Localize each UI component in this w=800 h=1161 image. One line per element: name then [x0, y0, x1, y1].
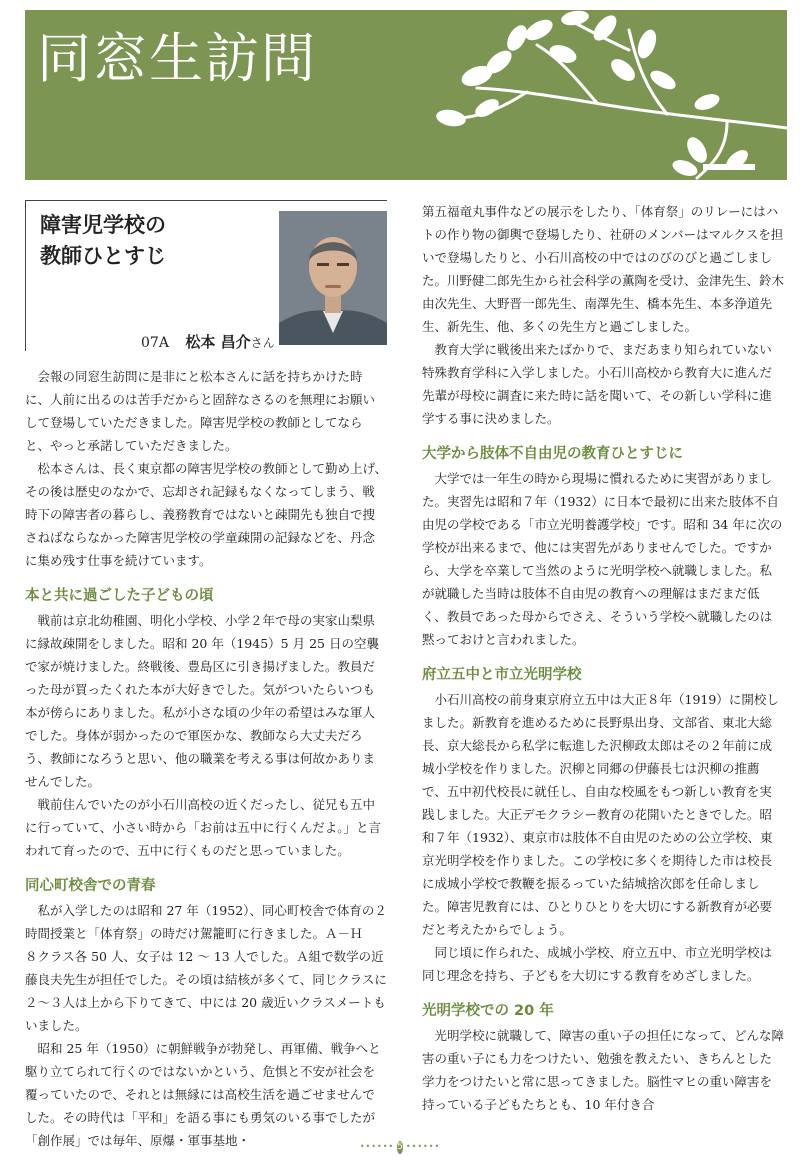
right-column	[422, 200, 784, 1116]
section-banner	[25, 10, 787, 180]
section-heading: 同心町校舎での青春	[25, 878, 156, 894]
article-header	[25, 200, 387, 351]
portrait-photo	[279, 211, 387, 345]
author-byline	[141, 331, 275, 352]
section-heading: 大学から肢体不自由児の教育ひとすじに	[422, 446, 683, 462]
author-class: 07A	[141, 335, 169, 351]
left-column	[25, 200, 387, 1152]
article-title	[40, 209, 166, 271]
page-number-dots-right: ••••••	[405, 1142, 441, 1151]
page-number-badge: 5	[397, 1141, 403, 1152]
section-heading: 本と共に過ごした子どもの頃	[25, 588, 214, 604]
section-heading: 光明学校での 20 年	[422, 1003, 554, 1019]
body-paragraph: 大学では一年生の時から現場に慣れるために実習がありました。実習先は昭和７年（1932）に日本で最初に出来た肢体不自由児の学校である「市立光明養護学校」です。昭和 34 年に次の学校が出来るまで、他には実習先がありませんでした。ですから、大学を卒業して当然のように光明学校へ就職しました。私が就職した当時は肢体不自由児の教育への理解はまだまだ低く、教員であった母からでさえ、そういう学校へ就職したのは黙っておけと言われました。	[422, 471, 783, 647]
section-heading: 府立五中と市立光明学校	[422, 667, 582, 683]
intro-paragraph: 会報の同窓生訪問に是非にと松本さんに話を持ちかけた時に、人前に出るのは苦手だからと固辞なさるのを無理にお願いして登場していただきました。障害児学校の教師としてならと、やっと承諾していただきました。	[25, 369, 376, 453]
body-paragraph: 教育大学に戦後出来たばかりで、まだあまり知られていない特殊教育学科に入学しました。小石川高校から教育大に進んだ先輩が母校に調査に来た時に話を聞いて、その新しい学科に進学する事に決めました。	[422, 342, 773, 426]
leaf-branch-illustration	[367, 10, 787, 180]
banner-accent-bar	[703, 164, 755, 170]
body-paragraph-continued: 第五福竜丸事件などの展示をしたり、「体育祭」のリレーにはハトの作り物の御輿で登場したり、社研のメンバーはマルクスを担いで登場したりと、小石川高校の中ではのびのびと過ごしました。川野健二郎先生から社会科学の薫陶を受け、金津先生、鈴木由次先生、大野晋一郎先生、南澤先生、橋本先生、本多浄道先生、新先生、他、多くの先生方と過ごしました。	[422, 204, 785, 334]
author-name: 松本 昌介	[185, 333, 251, 351]
page-number	[359, 1140, 441, 1154]
body-paragraph: 昭和 25 年（1950）に朝鮮戦争が勃発し、再軍備、戦争へと駆り立てられて行くのではないかという、危惧と不安が社会を覆っていたので、それとは無縁には高校生活を過ごせませんでした。その時代は「平和」を語る事にも勇気のいる事でしたが「創作展」では毎年、原爆・軍事基地・	[25, 1041, 381, 1148]
body-paragraph: 戦前住んでいたのが小石川高校の近くだったし、従兄も五中に行っていて、小さい時から「お前は五中に行くんだよ。」と言われて育ったので、五中に行くものだと思っていました。	[25, 797, 382, 858]
intro-paragraph: 松本さんは、長く東京都の障害児学校の教師として勤め上げ、その後は歴史のなかで、忘却され記録もなくなってしまう、戦時下の障害者の暮らし、義務教育ではないと疎開先も独自で捜さねばならなかった障害児学校の学童疎開の記録などを、丹念に集め残す仕事を続けています。	[25, 461, 388, 568]
article-title-line1: 障害児学校の	[40, 212, 166, 237]
body-paragraph: 戦前は京北幼稚園、明化小学校、小学２年で母の実家山梨県に縁故疎開をしました。昭和 20 年（1945）5 月 25 日の空襲で家が焼けました。終戦後、豊島区に引き揚げました。教員だった母が買ったくれた本が大好きでした。気がついたらいつも本が傍らにありました。私が小さな頃の少年の希望はみな軍人でした。身体が弱かったので軍医かな、教師なら大丈夫だろう、教師になろうと思い、他の職業を考える事は何故かありませんでした。	[25, 613, 379, 789]
body-paragraph: 光明学校に就職して、障害の重い子の担任になって、どんな障害の重い子にも力をつけたい、勉強を教えたい、きちんとした学力をつけたいと常に思ってきました。脳性マヒの重い障害を持っている子どもたちとも、10 年付き合	[422, 1028, 785, 1112]
article-title-line2: 教師ひとすじ	[40, 243, 166, 268]
banner-title: 同窓生訪問	[37, 27, 317, 90]
body-paragraph: 小石川高校の前身東京府立五中は大正８年（1919）に開校しました。新教育を進めるために長野県出身、文部省、東北大総長、京大総長から私学に転進した沢柳政太郎はその２年前に成城小学校を作りました。沢柳と同郷の伊藤長七は沢柳の推薦で、五中初代校長に就任し、自由な校風をもつ新しい教育を実践しました。大正デモクラシー教育の花開いたときでした。昭和７年（1932）、東京市は肢体不自由児のための公立学校、東京光明学校を作りました。この学校に多くを期待した市は校長に成城小学校で教鞭を振るっていた結城捨次郎を任命しました。障害児教育には、ひとりひとりを大切にする新教育が必要だと考えたからでしょう。	[422, 692, 779, 937]
body-paragraph: 私が入学したのは昭和 27 年（1952）、同心町校舎で体育の２時間授業と「体育祭」の時だけ駕籠町に行きました。Ａ－Ｈ ８クラス各 50 人、女子は 12 ～ 13 人でした。Ａ組で数学の近藤良夫先生が担任でした。その頃は結核が多くて、同じクラスに２～３人は上から下りてきて、中には 20 歳近いクラスメートもいました。	[25, 903, 387, 1033]
author-honorific: さん	[250, 336, 275, 350]
body-paragraph: 同じ頃に作られた、成城小学校、府立五中、市立光明学校は同じ理念を持ち、子どもを大切にする教育をめざしました。	[422, 945, 773, 983]
page-number-dots-left: ••••••	[359, 1142, 395, 1151]
